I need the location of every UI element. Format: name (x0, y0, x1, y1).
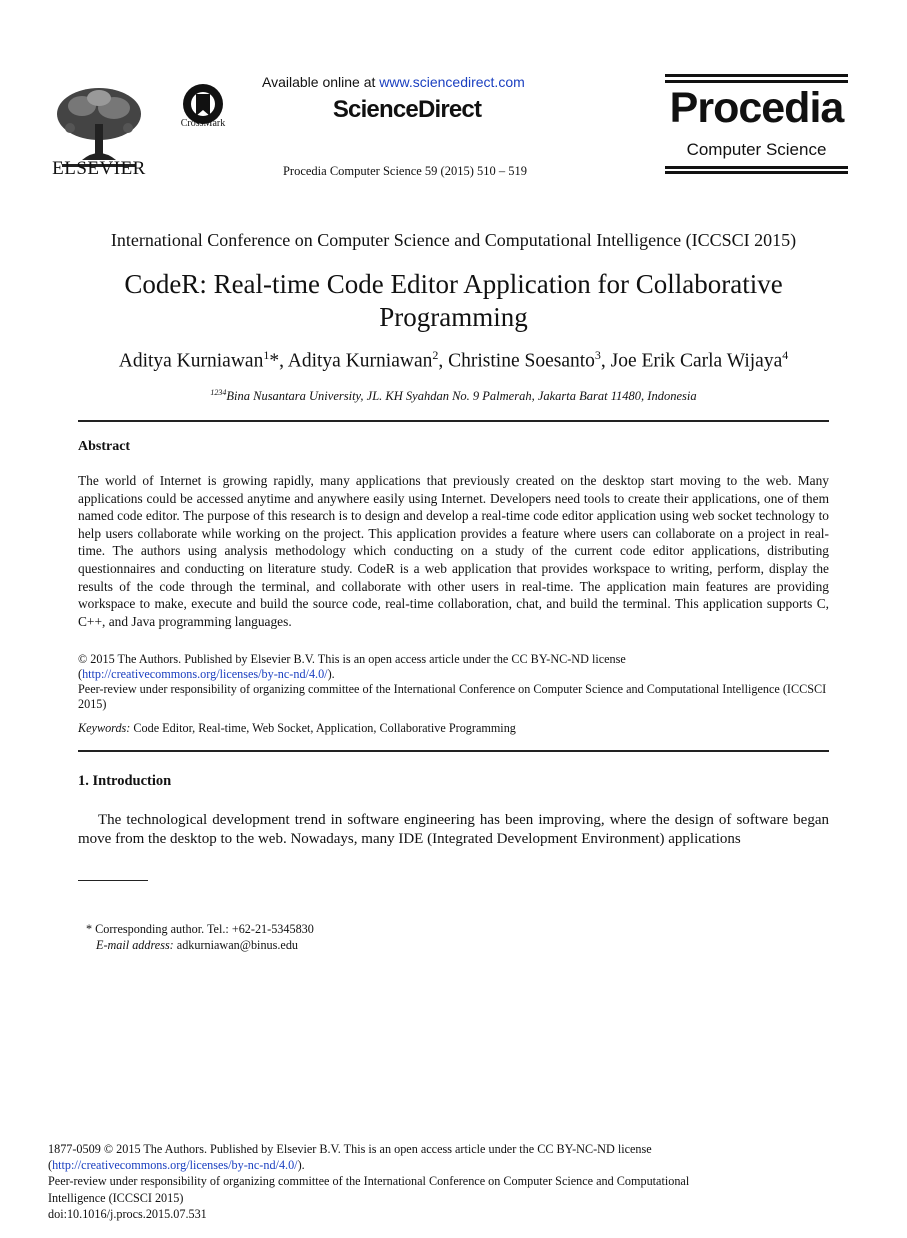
affiliation-text: Bina Nusantara University, JL. KH Syahdan No. 9 Palmerah, Jakarta Barat 11480, Indonesia (226, 389, 697, 404)
procedia-title: Procedia (669, 84, 844, 132)
procedia-subtitle: Computer Science (686, 140, 827, 159)
author-sup: 4 (782, 348, 789, 362)
footnote-rule (78, 880, 148, 881)
paren: ). (297, 1158, 305, 1173)
author-name: Christine Soesanto (448, 350, 595, 372)
keywords-label: Keywords: (78, 721, 131, 735)
email-label: E-mail address: (96, 938, 174, 952)
affiliation-sup: 1234 (210, 388, 227, 397)
issn-line: 1877-0509 © 2015 The Authors. Published by Elsevier B.V. This is an open access article under the CC BY-NC-ND license (48, 1142, 652, 1156)
keywords (78, 721, 829, 736)
peer-review: Peer-review under responsibility of organizing committee of the International Conference on Computer Science and Computational Intelligence (ICCSCI 2015) (78, 682, 827, 711)
footnote (86, 921, 586, 953)
crossmark-label: CrossMark (180, 118, 226, 129)
abstract-body: The world of Internet is growing rapidly, many applications that previously created on the desktop start moving to the web. Many applications could be accessed anytime and anywhere easily using Internet. Developers need tools to create their applications, one of them named code editor. The purpose of this research is to design and develop a real-time code editor application using web socket technology to help users collaborate while working on the project. This application provides a feature where users can collaborate on a project in real-time. The authors using analysis methodology which conducting on a study of the current code editor applications, distributing questionnaires and conducting on literature study. CodeR is a web application that provides workspace to writing, perform, display the results of the code through the terminal, and collaborate with other users in real-time. The application main features are providing workspace to make, execute and build the source code, real-time collaboration, chat, and build the terminal. This application supports C, C++, and Java programming languages. (78, 473, 829, 629)
procedia-logo (665, 74, 848, 174)
divider (78, 750, 829, 752)
paren: ). (327, 667, 335, 681)
bottom-license-url-link[interactable]: http://creativecommons.org/licenses/by-nc-nd/4.0/ (52, 1158, 298, 1173)
divider (78, 420, 829, 422)
paren: ( (78, 667, 83, 681)
introduction-text: The technological development trend in software engineering has been improving, where the design of software began move from the desktop to the web. Nowadays, many IDE (Integrated Development Environment) applications (78, 812, 829, 847)
license-url-link[interactable]: http://creativecommons.org/licenses/by-nc-nd/4.0/ (82, 667, 328, 681)
author-name: Aditya Kurniawan (118, 350, 264, 372)
abstract-heading: Abstract (78, 439, 131, 454)
author-sup: 3 (594, 348, 601, 362)
author-sep: , (438, 350, 449, 372)
bottom-peer-review: Peer-review under responsibility of organizing committee of the International Conference on Computer Science and Computational Intelligence (ICCSCI 2015) (48, 1174, 690, 1205)
bottom-license (48, 1141, 868, 1222)
email-address[interactable]: adkurniawan@binus.edu (173, 938, 299, 952)
author-name: Joe Erik Carla Wijaya (610, 350, 783, 372)
available-prefix: Available online at (262, 74, 380, 90)
paper-title (80, 268, 827, 334)
affiliation (40, 388, 867, 404)
available-online (262, 74, 552, 90)
license-line: © 2015 The Authors. Published by Elsevier B.V. This is an open access article under the CC BY-NC-ND license (78, 652, 626, 666)
author-sup: 1 (263, 348, 270, 362)
author-sep: , (600, 350, 611, 372)
paren: ( (48, 1158, 53, 1173)
keywords-text: Code Editor, Real-time, Web Socket, Application, Collaborative Programming (130, 721, 516, 735)
elsevier-wordmark: ELSEVIER (52, 158, 146, 179)
author-list (40, 348, 867, 373)
title-line-1: CodeR: Real-time Code Editor Application for Collaborative (124, 269, 783, 299)
introduction-body (78, 811, 829, 849)
introduction-heading: 1. Introduction (78, 773, 172, 789)
author-sep: *, (269, 350, 288, 372)
sciencedirect-link[interactable]: www.sciencedirect.com (379, 74, 525, 90)
corresponding-author: * Corresponding author. Tel.: +62-21-5345830 (86, 922, 314, 936)
sciencedirect-title: ScienceDirect (332, 96, 482, 123)
author-sup: 2 (432, 348, 439, 362)
author-name: Aditya Kurniawan (287, 350, 433, 372)
license-block (78, 652, 829, 712)
conference-name: International Conference on Computer Science and Computational Intelligence (ICCSCI 2015) (110, 230, 797, 250)
doi[interactable]: doi:10.1016/j.procs.2015.07.531 (48, 1206, 207, 1221)
title-line-2: Programming (379, 302, 528, 332)
journal-reference: Procedia Computer Science 59 (2015) 510 – 519 (282, 164, 528, 178)
